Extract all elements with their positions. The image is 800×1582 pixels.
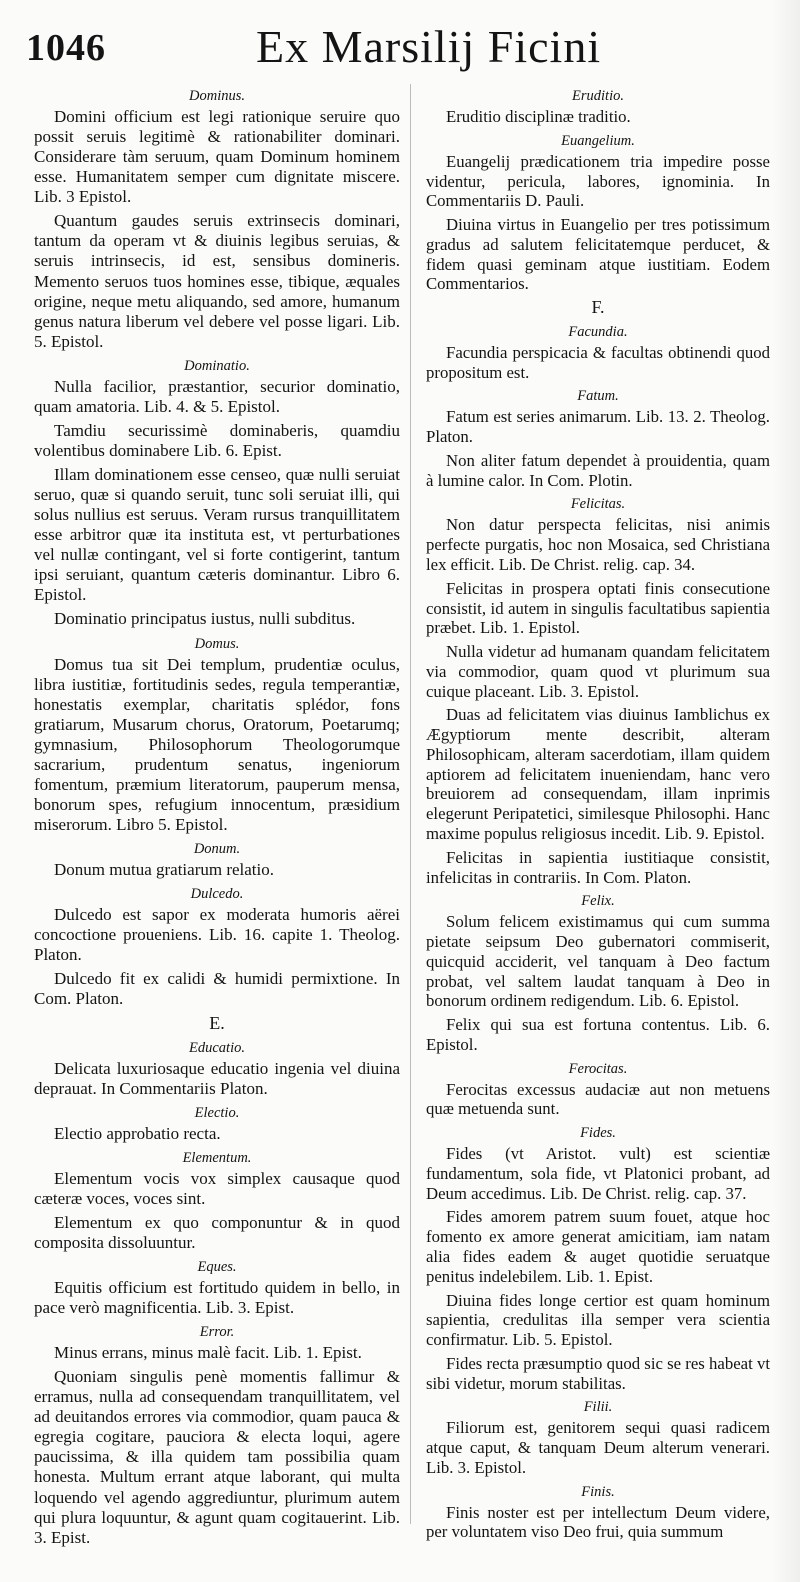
headword: Error. — [199, 1324, 235, 1341]
entry-text: Facundia perspicacia & facultas obtinendi quod propositum est. — [426, 342, 770, 382]
entry-text: Illam dominationem esse censeo, quæ nulli seruiat seruo, quæ si quando seruit, tunc soli seruiat illi, qui solus nullius est seruus. Veram rursus tranquillitatem esse arbitror quæ ita instituta est, vt perturbationes vel nullæ contingant, vel si forte contigerint, tantum ipsi seruiant, quantum cæteris dominantur. Libro 6. Epistol. — [34, 465, 400, 605]
headword: Educatio. — [189, 1039, 245, 1056]
page-number: 1046 — [26, 27, 106, 69]
headword: Fatum. — [577, 388, 619, 405]
entry-text: Domus tua sit Dei templum, prudentiæ oculus, libra iustitiæ, fortitudinis sedes, regula temperantiæ, honestatis exemplar, charitatis splédor, fons gratiarum, Musarum chorus, Oratorum, Poetarumq; gymnasium, Philosophorum Theologorumque sacrarium, prudentum senatus, ingeniorum fomentum, præmium literatorum, pauperum mensa, bonorum spes, refugium innocentum, præsidium miserorum. Libro 5. Epistol. — [34, 654, 400, 834]
entry-text: Donum mutua gratiarum relatio. — [54, 860, 274, 880]
headword: Elementum. — [182, 1149, 252, 1166]
entry-text: Quoniam singulis penè momentis fallimur & erramus, nulla ad consequendam tranquillitatem, vel ad deuitandos errores via commodior, quam pauca & egregia cogitare, pauciora & electa loqui, agere paucissima, & illa quidem tam possibilia quam honesta. Multum errant atque laborant, qui multa loquendo vel agendo aggrediuntur, plurimum autem qui plura loquuntur, & agunt quam cogitauerint. Lib. 3. Epist. — [34, 1367, 400, 1547]
entry-text: Elementum ex quo componuntur & in quod composita dissoluuntur. — [34, 1212, 400, 1252]
left-column — [34, 82, 400, 1552]
entry-text: Minus errans, minus malè facit. Lib. 1. Epist. — [54, 1343, 362, 1363]
entry-text: Fides (vt Aristot. vult) est scientiæ fundamentum, sola fide, vt Platonici probant, ad Deum accedimus. Lib. De Christ. relig. cap. 37. — [426, 1144, 770, 1203]
headword: Euangelium. — [561, 132, 635, 149]
headword: Eruditio. — [572, 88, 624, 104]
entry-text: Ferocitas excessus audaciæ aut non metuens quæ metuenda sunt. — [426, 1079, 770, 1119]
entry-text: Euangelij prædicationem tria impedire posse videntur, pericula, labores, ignominia. In Commentariis D. Pauli. — [426, 151, 770, 211]
entry-text: Eruditio disciplinæ traditio. — [446, 107, 631, 126]
entry-text: Non datur perspecta felicitas, nisi animis perfecte purgatis, hoc non Mosaica, sed Christiana lex efficit. Lib. De Christ. relig. cap. 34. — [426, 515, 770, 575]
entry-text: Domini officium est legi rationique seruire quo possit seruis legitimè & rationabiliter dominari. Considerare tàm seruum, quam Dominum hominem esse. Humanitatem semper cum dignitate miscere. Lib. 3 Epistol. — [34, 107, 400, 207]
right-column — [426, 82, 770, 1546]
section-letter: E. — [209, 1013, 225, 1034]
entry-text: Finis noster est per intellectum Deum videre, per voluntatem viso Deo frui, quia summum — [426, 1502, 770, 1542]
headword: Domus. — [194, 635, 240, 652]
headword: Dominatio. — [184, 357, 250, 374]
headword: Eques. — [197, 1258, 237, 1275]
entry-text: Tamdiu securissimè dominaberis, quamdiu volentibus dominabere Lib. 6. Epist. — [34, 420, 400, 460]
headword: Dulcedo. — [190, 886, 244, 903]
headword: Felicitas. — [570, 496, 626, 513]
headword: Finis. — [581, 1483, 615, 1500]
headword: Electio. — [194, 1104, 240, 1121]
entry-text: Duas ad felicitatem vias diuinus Iamblichus ex Ægyptiorum mente describit, alteram Philosophicam, alteram sacerdotiam, illam quidem aptiorem ad felicitatem inueniendam, hanc vero breuiorem ad consequendam, illam inprimis elegerunt Peripatetici, similesque Philosophi. Hanc maxime populus religiosus incedit. Lib. 9. Epistol. — [426, 705, 770, 843]
headword: Ferocitas. — [568, 1060, 628, 1077]
entry-text: Quantum gaudes seruis extrinsecis dominari, tantum da operam vt & diuinis legibus seruias, & seruis intrinsecis, id est, sensibus domineris. Memento seruos tuos homines esse, tibique, æquales origine, neque metu aliquando, sed amore, humanum genus natura liberum vel debere vel posse ligari. Lib. 5. Epistol. — [34, 211, 400, 351]
entry-text: Fatum est series animarum. Lib. 13. 2. Theolog. Platon. — [426, 407, 770, 447]
headword: Facundia. — [568, 323, 628, 340]
headword: Filii. — [583, 1399, 613, 1416]
entry-text: Fides amorem patrem suum fouet, atque hoc fomento ex amore generat amicitiam, iam natam alia fides eadem & auget quotidie seruatque penitus indelebilem. Lib. 1. Epist. — [426, 1207, 770, 1286]
headword: Donum. — [193, 841, 241, 858]
section-letter: F. — [591, 297, 605, 318]
entry-text: Dulcedo est sapor ex moderata humoris aërei concoctione proueniens. Lib. 16. capite 1. Theolog. Platon. — [34, 905, 400, 965]
entry-text: Dominatio principatus iustus, nulli subditus. — [54, 609, 356, 629]
entry-text: Nulla videtur ad humanam quandam felicitatem via commodior, quam quod vt plurimum sua cuique placeant. Lib. 3. Epistol. — [426, 642, 770, 701]
entry-text: Nulla facilior, præstantior, securior dominatio, quam amatoria. Lib. 4. & 5. Epistol. — [34, 376, 400, 416]
entry-text: Filiorum est, genitorem sequi quasi radicem atque caput, & tanquam Deum alterum venerari. Lib. 3. Epistol. — [426, 1418, 770, 1477]
entry-text: Felicitas in prospera optati finis consecutione consistit, id autem in singulis facultatibus sapientia præbet. Lib. 1. Epistol. — [426, 578, 770, 638]
entry-text: Equitis officium est fortitudo quidem in bello, in pace verò magnificentia. Lib. 3. Epist. — [34, 1277, 400, 1317]
running-title: Ex Marsilij Ficini — [256, 21, 602, 72]
entry-text: Diuina fides longe certior est quam hominum sapientia, credulitas illa semper vera scientia confirmatur. Lib. 5. Epistol. — [426, 1290, 770, 1350]
entry-text: Elementum vocis vox simplex causaque quod cæteræ voces, voces sint. — [34, 1168, 400, 1208]
column-divider — [410, 84, 411, 1524]
entry-text: Fides recta præsumptio quod sic se res habeat vt sibi videtur, morum stabilitas. — [426, 1353, 770, 1393]
entry-text: Solum felicem existimamus qui cum summa pietate seipsum Deo gubernatori commiserit, quicquid acciderit, vel tanquam à Deo factum probat, vel saltem laudat tanquam à Deo in bonorum ordinem redigendum. Lib. 6. Epistol. — [426, 912, 770, 1011]
headword: Fides. — [580, 1125, 616, 1142]
running-header — [0, 0, 800, 78]
entry-text: Diuina virtus in Euangelio per tres potissimum gradus ad salutem felicitatemque perducet, & fidem quasi geminam atque iustitiam. Eodem Commentarios. — [426, 215, 770, 294]
headword: Felix. — [581, 893, 615, 910]
entry-text: Delicata luxuriosaque educatio ingenia vel diuina deprauat. In Commentariis Platon. — [34, 1058, 400, 1098]
entry-text: Dulcedo fit ex calidi & humidi permixtione. In Com. Platon. — [34, 969, 400, 1009]
entry-text: Non aliter fatum dependet à prouidentia, quam à lumine calor. In Com. Plotin. — [426, 450, 770, 490]
headword: Dominus. — [189, 88, 245, 104]
entry-text: Felicitas in sapientia iustitiaque consistit, infelicitas in contrariis. In Com. Platon. — [426, 847, 770, 887]
entry-text: Felix qui sua est fortuna contentus. Lib. 6. Epistol. — [426, 1015, 770, 1054]
entry-text: Electio approbatio recta. — [54, 1123, 221, 1143]
